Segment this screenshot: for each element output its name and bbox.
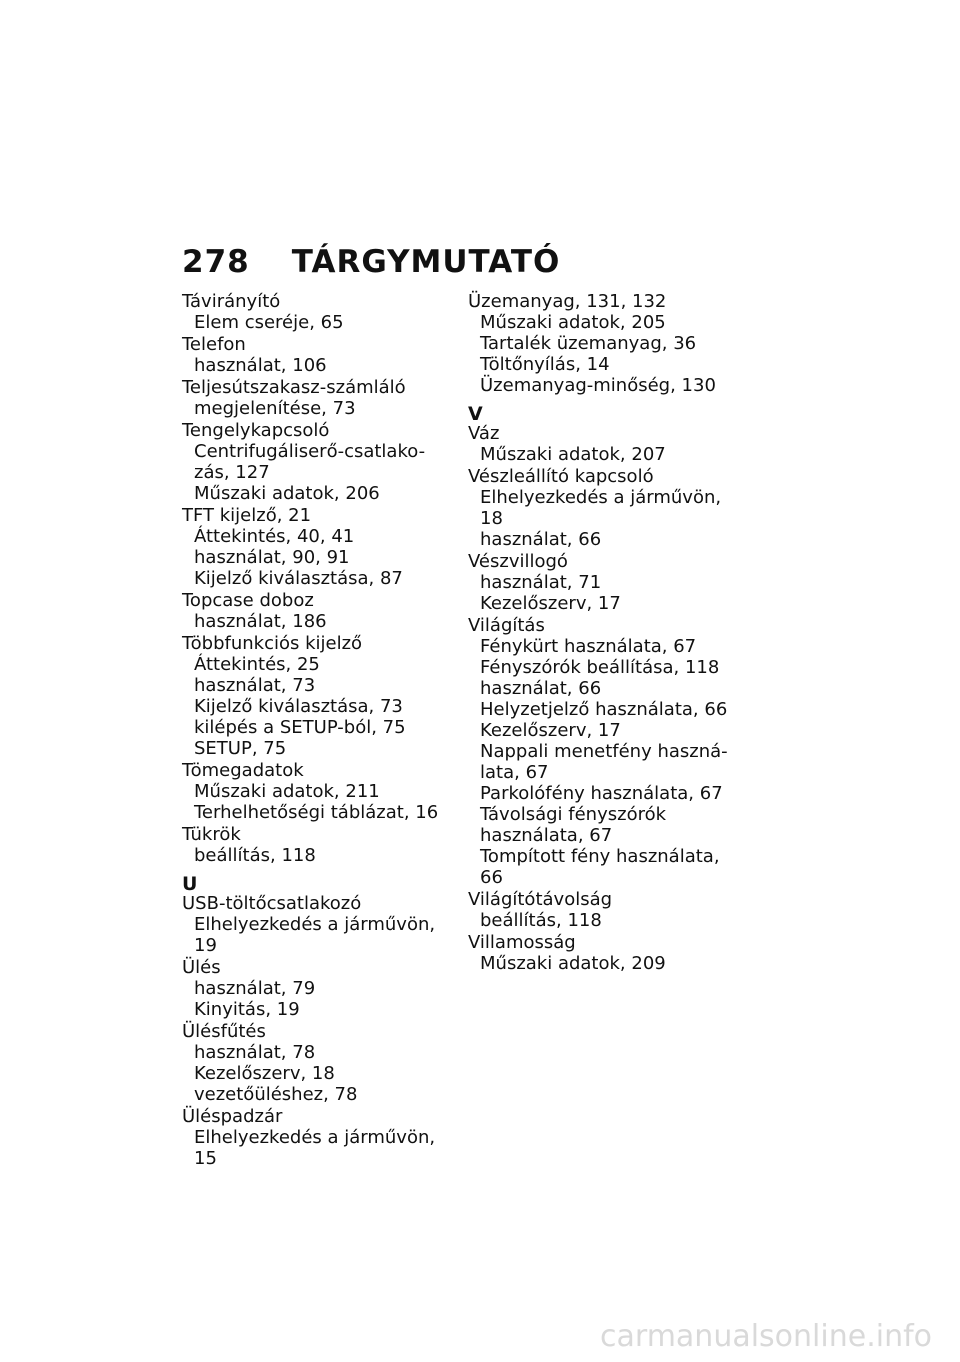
index-entry <box>468 552 740 614</box>
index-term: Telefon <box>182 334 246 355</box>
index-subentry: használat, 90, 91 <box>194 547 350 568</box>
index-entry <box>182 378 454 419</box>
index-entry <box>182 825 454 866</box>
index-subentry: Kijelző kiválasztása, 87 <box>194 568 403 589</box>
index-subentry: Helyzetjelző használata, 66 <box>480 699 728 720</box>
index-subentry: Távolsági fényszórók <box>480 804 667 825</box>
index-entry <box>182 335 454 376</box>
index-subentry: Áttekintés, 25 <box>194 654 320 675</box>
index-subentry: Parkolófény használata, 67 <box>480 783 723 804</box>
index-entry <box>468 467 740 550</box>
index-subentry: Töltőnyílás, 14 <box>480 354 610 375</box>
index-subentry: Fénykürt használata, 67 <box>480 636 697 657</box>
index-term: Tükrök <box>182 824 241 845</box>
index-term: Üzemanyag, 131, 132 <box>468 291 667 312</box>
index-entry <box>468 890 740 931</box>
index-column-right <box>468 292 740 976</box>
index-subentry: Kinyitás, 19 <box>194 999 300 1020</box>
index-term: Ülésfűtés <box>182 1021 266 1042</box>
index-term: Világítótávolság <box>468 889 613 910</box>
section-letter: V <box>468 403 483 425</box>
index-subentry: használat, 66 <box>480 529 602 550</box>
index-subentry: beállítás, 118 <box>194 845 316 866</box>
index-subentry: Elem cseréje, 65 <box>194 312 344 333</box>
index-entry <box>182 1022 454 1105</box>
index-term: Vészvillogó <box>468 551 568 572</box>
index-term: TFT kijelző, 21 <box>182 505 312 526</box>
index-subentry: Centrifugáliserő-csatlako- <box>194 441 426 462</box>
index-subentry: Műszaki adatok, 205 <box>480 312 666 333</box>
index-term: Világítás <box>468 615 545 636</box>
page-number: 278 <box>182 244 250 280</box>
index-entry <box>182 591 454 632</box>
index-entry <box>182 894 454 956</box>
index-entry <box>182 958 454 1020</box>
index-subentry: használat, 79 <box>194 978 316 999</box>
index-subentry: használat, 186 <box>194 611 327 632</box>
index-column-left <box>182 292 454 1171</box>
index-subentry: Kezelőszerv, 17 <box>480 593 621 614</box>
index-entry <box>182 634 454 759</box>
index-subentry: Üzemanyag-minőség, 130 <box>480 375 716 396</box>
index-subentry: SETUP, 75 <box>194 738 287 759</box>
index-term: Villamosság <box>468 932 576 953</box>
index-entry <box>468 424 740 465</box>
index-term: Ülés <box>182 957 221 978</box>
index-entry <box>182 292 454 333</box>
index-subentry: Tartalék üzemanyag, 36 <box>480 333 697 354</box>
index-subentry: Tompított fény használata, 66 <box>480 846 720 888</box>
index-subentry: Nappali menetfény haszná- <box>480 741 728 762</box>
index-subentry: Terhelhetőségi táblázat, 16 <box>194 802 439 823</box>
index-subentry: Fényszórók beállítása, 118 <box>480 657 720 678</box>
index-term: Üléspadzár <box>182 1106 283 1127</box>
index-entry <box>182 761 454 823</box>
index-subentry: használat, 78 <box>194 1042 316 1063</box>
index-subentry: használat, 71 <box>480 572 602 593</box>
index-subentry: kilépés a SETUP-ból, 75 <box>194 717 406 738</box>
index-subentry: zás, 127 <box>194 462 270 483</box>
index-term: Teljesútszakasz-számláló <box>182 377 406 398</box>
index-subentry: Műszaki adatok, 207 <box>480 444 666 465</box>
index-subentry: Műszaki adatok, 206 <box>194 483 380 504</box>
index-term: USB-töltőcsatlakozó <box>182 893 362 914</box>
index-subentry: beállítás, 118 <box>480 910 602 931</box>
index-subentry: vezetőüléshez, 78 <box>194 1084 358 1105</box>
index-subentry: megjelenítése, 73 <box>194 398 356 419</box>
index-subentry: Műszaki adatok, 211 <box>194 781 380 802</box>
index-subentry: használat, 73 <box>194 675 316 696</box>
index-entry <box>182 421 454 504</box>
index-subentry: Elhelyezkedés a járművön, 15 <box>194 1127 436 1169</box>
index-subentry: Áttekintés, 40, 41 <box>194 526 355 547</box>
index-entry <box>468 933 740 974</box>
index-subentry: lata, 67 <box>480 762 549 783</box>
index-term: Vészleállító kapcsoló <box>468 466 654 487</box>
index-term: Többfunkciós kijelző <box>182 633 363 654</box>
index-subentry: Elhelyezkedés a járművön, 19 <box>194 914 436 956</box>
watermark: carmanualsonline.info <box>600 1319 932 1354</box>
index-term: Topcase doboz <box>182 590 314 611</box>
index-subentry: Kijelző kiválasztása, 73 <box>194 696 403 717</box>
index-subentry: használat, 106 <box>194 355 327 376</box>
index-term: Távirányító <box>182 291 281 312</box>
index-entry <box>468 292 740 396</box>
index-entry <box>182 1107 454 1169</box>
page-title: TÁRGYMUTATÓ <box>291 244 561 280</box>
section-letter: U <box>182 873 198 895</box>
index-entry <box>182 506 454 589</box>
index-subentry: használat, 66 <box>480 678 602 699</box>
index-subentry: Kezelőszerv, 18 <box>194 1063 335 1084</box>
index-subentry: Kezelőszerv, 17 <box>480 720 621 741</box>
index-term: Váz <box>468 423 500 444</box>
index-subentry: Elhelyezkedés a járművön, 18 <box>480 487 722 529</box>
page-header <box>182 244 560 280</box>
index-term: Tömegadatok <box>182 760 304 781</box>
index-subentry: Műszaki adatok, 209 <box>480 953 666 974</box>
index-subentry: használata, 67 <box>480 825 613 846</box>
index-entry <box>468 616 740 888</box>
index-term: Tengelykapcsoló <box>182 420 330 441</box>
